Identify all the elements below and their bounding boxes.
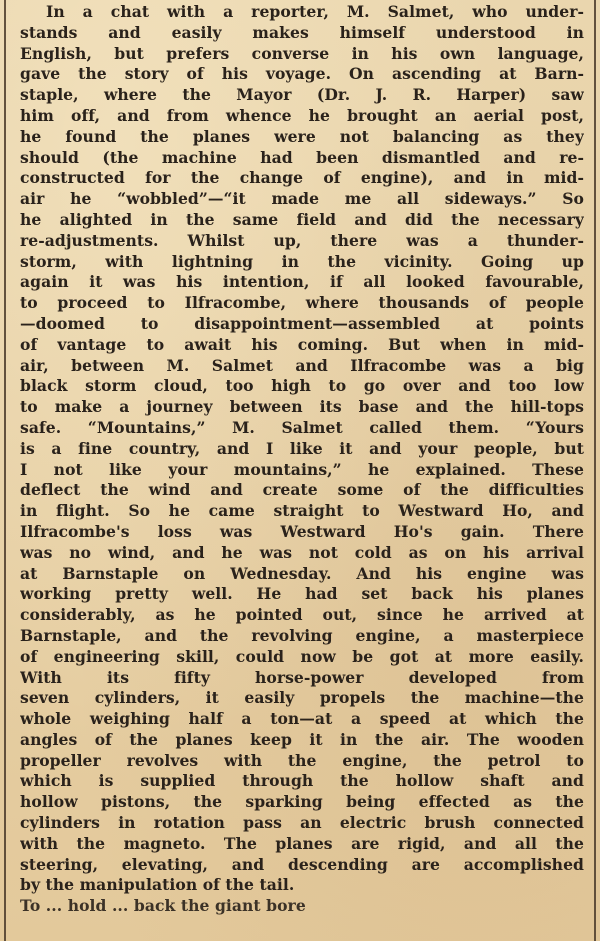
article-line: is a fine country, and I like it and your people, but <box>20 438 584 458</box>
article-line: whole weighing half a ton—at a speed at which the <box>20 709 584 729</box>
article-line: With its fifty horse-power developed from <box>20 667 584 687</box>
article-line: to proceed to Ilfracombe, where thousands of people <box>20 293 584 313</box>
article-line: air he “wobbled”—“it made me all sideways.” So <box>20 189 584 209</box>
article-line: of vantage to await his coming. But when in mid- <box>20 334 584 354</box>
article-line: cylinders in rotation pass an electric brush connected <box>20 813 584 833</box>
right-column-rule <box>594 0 596 941</box>
article-line: was no wind, and he was not cold as on his arrival <box>20 542 584 562</box>
article-line: steering, elevating, and descending are accomplished <box>20 854 584 874</box>
article-line: safe. “Mountains,” M. Salmet called them. “Yours <box>20 417 584 437</box>
article-line: In a chat with a reporter, M. Salmet, who under- <box>46 2 584 21</box>
article-cut-line: To ... hold ... back the giant bore <box>20 896 306 916</box>
article-line: with the magneto. The planes are rigid, and all the <box>20 833 584 853</box>
article-line: hollow pistons, the sparking being effected as the <box>20 792 584 812</box>
article-line: considerably, as he pointed out, since he arrived at <box>20 605 584 625</box>
article-line: re-adjustments. Whilst up, there was a thunder- <box>20 230 584 250</box>
article-line: gave the story of his voyage. On ascending at Barn- <box>20 64 584 84</box>
article-line: again it was his intention, if all looked favourable, <box>20 272 584 292</box>
article-line: storm, with lightning in the vicinity. Going up <box>20 251 584 271</box>
article-line: staple, where the Mayor (Dr. J. R. Harper) saw <box>20 85 584 105</box>
article-line: he found the planes were not balancing as they <box>20 126 584 146</box>
article-line: —doomed to disappointment—assembled at points <box>20 313 584 333</box>
article-line: black storm cloud, too high to go over and too low <box>20 376 584 396</box>
article-line: at Barnstaple on Wednesday. And his engine was <box>20 563 584 583</box>
article-column <box>20 2 584 917</box>
article-line: working pretty well. He had set back his planes <box>20 584 584 604</box>
article-line: deflect the wind and create some of the difficulties <box>20 480 584 500</box>
article-line: I not like your mountains,” he explained. These <box>20 459 584 479</box>
article-line: in flight. So he came straight to Westward Ho, and <box>20 501 584 521</box>
article-line: propeller revolves with the engine, the petrol to <box>20 750 584 770</box>
article-line: constructed for the change of engine), and in mid- <box>20 168 584 188</box>
article-line: of engineering skill, could now be got at more easily. <box>20 646 584 666</box>
article-line: he alighted in the same field and did the necessary <box>20 209 584 229</box>
article-line: English, but prefers converse in his own language, <box>20 43 584 63</box>
article-line: him off, and from whence he brought an aerial post, <box>20 105 584 125</box>
article-line: Barnstaple, and the revolving engine, a masterpiece <box>20 625 584 645</box>
article-line: stands and easily makes himself understood in <box>20 22 584 42</box>
article-line: which is supplied through the hollow shaft and <box>20 771 584 791</box>
left-column-rule <box>4 0 6 941</box>
article-line: seven cylinders, it easily propels the machine—the <box>20 688 584 708</box>
article-line: angles of the planes keep it in the air. The wooden <box>20 729 584 749</box>
article-line: air, between M. Salmet and Ilfracombe was a big <box>20 355 584 375</box>
article-line: to make a journey between its base and the hill-tops <box>20 397 584 417</box>
article-line: should (the machine had been dismantled and re- <box>20 147 584 167</box>
article-line: Ilfracombe's loss was Westward Ho's gain. There <box>20 521 584 541</box>
article-line: by the manipulation of the tail. <box>20 875 295 895</box>
